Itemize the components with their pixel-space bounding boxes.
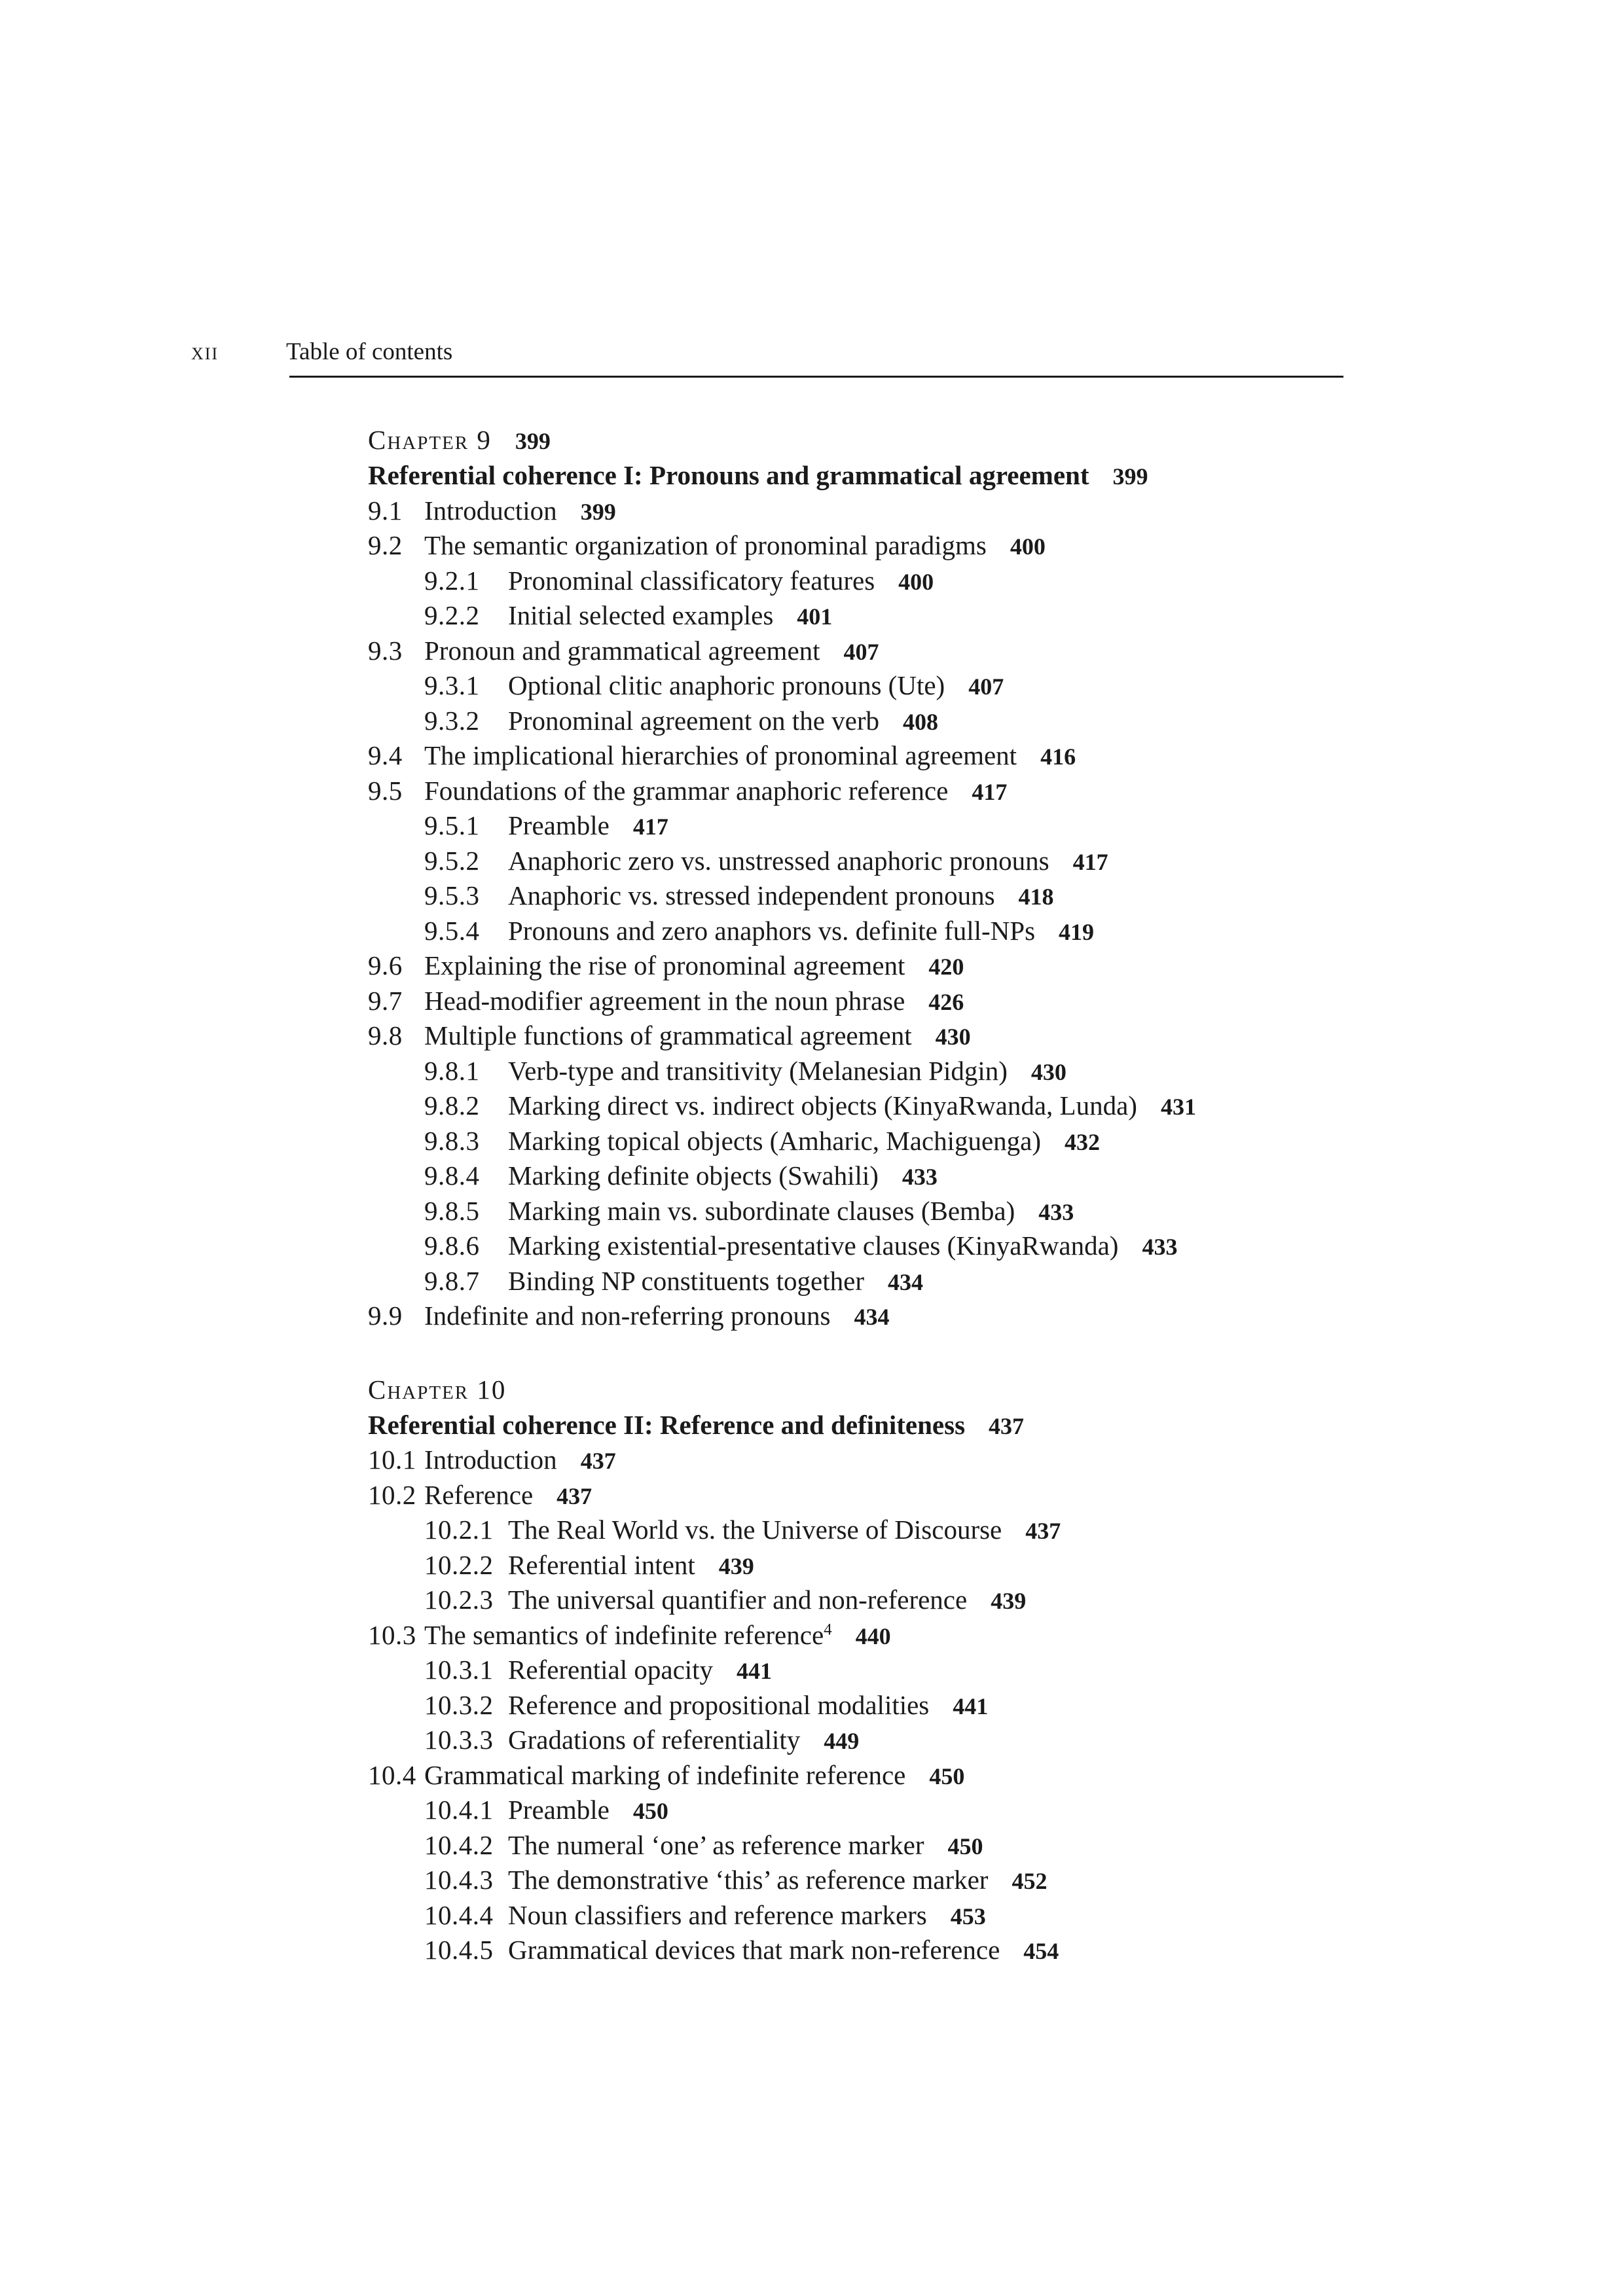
page-number: 433 (1142, 1234, 1178, 1260)
toc-entry (368, 1617, 891, 1653)
toc-subentry (424, 1228, 1177, 1263)
page-number: 400 (898, 569, 934, 595)
toc-entry (368, 633, 879, 668)
section-title: Anaphoric vs. stressed independent pronouns (508, 880, 995, 910)
section-number: 9.7 (368, 986, 403, 1016)
section-title: Marking topical objects (Amharic, Machiguenga) (508, 1126, 1042, 1156)
section-title: Optional clitic anaphoric pronouns (Ute) (508, 670, 945, 700)
toc-subentry (424, 1722, 859, 1757)
section-number: 10.2.2 (424, 1550, 494, 1580)
toc-subentry (424, 1897, 986, 1933)
section-title: The semantic organization of pronominal paradigms (424, 530, 987, 560)
toc-entry (368, 738, 1076, 773)
section-number: 10.4.1 (424, 1795, 494, 1825)
page-number: 441 (737, 1658, 773, 1684)
section-title: Noun classifiers and reference markers (508, 1900, 927, 1930)
section-title: Marking main vs. subordinate clauses (Bemba) (508, 1196, 1015, 1226)
section-number: 9.2.1 (424, 565, 480, 596)
section-title: Reference and propositional modalities (508, 1690, 930, 1720)
page-number: 401 (797, 603, 833, 630)
chapter-label: Chapter 9 (368, 425, 492, 455)
section-number: 9.5.3 (424, 880, 480, 910)
section-title: Pronominal classificatory features (508, 565, 875, 596)
section-title: Preamble (508, 810, 610, 840)
toc-subentry (424, 1932, 1059, 1967)
chapter-title: Referential coherence II: Reference and definiteness (368, 1410, 966, 1440)
section-number: 9.8.3 (424, 1126, 480, 1156)
page-number: 407 (843, 639, 879, 665)
section-number: 9.8 (368, 1020, 403, 1050)
page-number: 439 (991, 1588, 1027, 1614)
page-number: 418 (1018, 884, 1054, 910)
section-number: 9.1 (368, 495, 403, 526)
toc-subentry (424, 1053, 1067, 1088)
section-number: 9.8.6 (424, 1230, 480, 1261)
table-of-contents (368, 0, 1350, 2296)
toc-entry (368, 1477, 592, 1513)
section-number: 10.4.3 (424, 1865, 494, 1895)
chapter-9-title (368, 457, 1148, 493)
section-number: 9.5.4 (424, 916, 480, 946)
page-number: 450 (929, 1763, 965, 1789)
chapter-title: Referential coherence I: Pronouns and grammatical agreement (368, 460, 1089, 490)
page-number: 426 (928, 989, 964, 1015)
page-number: 437 (1025, 1518, 1061, 1544)
section-title: Initial selected examples (508, 600, 774, 630)
section-number: 9.9 (368, 1300, 403, 1331)
toc-entry (368, 493, 616, 528)
section-number: 9.8.5 (424, 1196, 480, 1226)
toc-entry (368, 773, 1007, 808)
page-number: 433 (902, 1164, 938, 1190)
page-number: 416 (1040, 744, 1076, 770)
section-title: Referential intent (508, 1550, 695, 1580)
section-title: Grammatical devices that mark non-reference (508, 1935, 1000, 1965)
section-number: 10.3 (368, 1620, 416, 1650)
toc-subentry (424, 1193, 1074, 1229)
toc-subentry (424, 1792, 668, 1827)
section-title: Binding NP constituents together (508, 1266, 864, 1296)
section-title: Grammatical marking of indefinite reference (424, 1760, 906, 1790)
page-number: 417 (1072, 849, 1108, 875)
section-title: Preamble (508, 1795, 610, 1825)
chapter-10-heading (368, 1372, 506, 1407)
toc-entry (368, 528, 1046, 563)
section-title: Pronouns and zero anaphors vs. definite full-NPs (508, 916, 1036, 946)
section-title: The universal quantifier and non-reference (508, 1585, 968, 1615)
section-number: 10.3.2 (424, 1690, 494, 1720)
page-number: 420 (928, 954, 964, 980)
page-number: 408 (903, 709, 938, 735)
toc-subentry (424, 1862, 1047, 1897)
toc-entry (368, 1298, 890, 1333)
page-number: 437 (556, 1483, 593, 1509)
toc-subentry (424, 668, 1004, 703)
section-number: 10.2 (368, 1480, 416, 1510)
section-number: 9.3 (368, 636, 403, 666)
section-number: 9.5.2 (424, 846, 480, 876)
toc-subentry (424, 1582, 1026, 1617)
page-number: 453 (950, 1903, 986, 1929)
section-number: 10.2.3 (424, 1585, 494, 1615)
toc-subentry (424, 703, 938, 738)
page-number: 434 (887, 1269, 923, 1295)
toc-entry (368, 1442, 616, 1477)
toc-subentry (424, 1088, 1196, 1123)
page-number: 450 (947, 1833, 983, 1859)
toc-subentry (424, 878, 1054, 913)
page-number: 432 (1065, 1129, 1101, 1155)
section-title: The Real World vs. the Universe of Discourse (508, 1515, 1002, 1545)
toc-subentry (424, 1827, 983, 1863)
section-title: Gradations of referentiality (508, 1725, 801, 1755)
section-title: Foundations of the grammar anaphoric reference (424, 776, 949, 806)
section-number: 9.4 (368, 740, 403, 770)
toc-subentry (424, 563, 934, 598)
page-number: 449 (824, 1728, 860, 1754)
section-number: 9.5 (368, 776, 403, 806)
section-number: 9.2.2 (424, 600, 480, 630)
section-number: 10.2.1 (424, 1515, 494, 1545)
running-title: Table of contents (286, 338, 453, 365)
section-title: Reference (424, 1480, 534, 1510)
page-number: 434 (854, 1304, 890, 1330)
toc-entry (368, 1757, 964, 1793)
toc-subentry (424, 1123, 1100, 1158)
toc-subentry (424, 1652, 772, 1687)
section-title: Verb-type and transitivity (Melanesian Pidgin) (508, 1056, 1008, 1086)
toc-subentry (424, 598, 832, 633)
page-number: 433 (1038, 1199, 1074, 1225)
section-title: The numeral ‘one’ as reference marker (508, 1830, 924, 1860)
section-title: Multiple functions of grammatical agreement (424, 1020, 912, 1050)
section-title: Introduction (424, 1444, 557, 1475)
toc-subentry (424, 1687, 988, 1723)
page-number: 399 (515, 428, 551, 454)
section-title: Head-modifier agreement in the noun phrase (424, 986, 905, 1016)
section-number: 9.8.2 (424, 1090, 480, 1121)
toc-entry (368, 948, 964, 983)
toc-entry (368, 983, 964, 1018)
section-number: 10.4.2 (424, 1830, 494, 1860)
section-title: Marking existential-presentative clauses (KinyaRwanda) (508, 1230, 1119, 1261)
page-number: 430 (935, 1024, 971, 1050)
page-number: 400 (1010, 533, 1046, 560)
page-number: 399 (1112, 463, 1148, 490)
section-title: The demonstrative ‘this’ as reference marker (508, 1865, 989, 1895)
page-number: 454 (1023, 1938, 1059, 1964)
footnote-marker: 4 (824, 1621, 832, 1639)
page-number: 437 (580, 1448, 616, 1474)
toc-entry (368, 1018, 971, 1053)
section-number: 9.8.4 (424, 1160, 480, 1191)
page-number: 399 (580, 499, 616, 525)
page-number: 437 (989, 1413, 1025, 1439)
page-number: 450 (632, 1798, 668, 1824)
page-folio: xii (191, 338, 219, 365)
chapter-label: Chapter 10 (368, 1374, 507, 1405)
section-title: The implicational hierarchies of pronominal agreement (424, 740, 1017, 770)
section-number: 9.3.2 (424, 706, 480, 736)
toc-subentry (424, 913, 1094, 948)
toc-subentry (424, 808, 668, 843)
page-number: 417 (632, 814, 668, 840)
page-number: 441 (953, 1693, 989, 1719)
toc-subentry (424, 843, 1108, 878)
page-number: 419 (1059, 919, 1095, 945)
page-number: 430 (1030, 1059, 1067, 1085)
section-number: 9.8.7 (424, 1266, 480, 1296)
section-number: 10.3.3 (424, 1725, 494, 1755)
section-title: Pronominal agreement on the verb (508, 706, 879, 736)
toc-subentry (424, 1158, 938, 1193)
section-number: 10.4.4 (424, 1900, 494, 1930)
section-title: Pronoun and grammatical agreement (424, 636, 820, 666)
toc-subentry (424, 1547, 754, 1583)
page-number: 439 (718, 1553, 754, 1579)
page-number: 452 (1012, 1868, 1048, 1894)
section-title: Introduction (424, 495, 557, 526)
section-number: 10.4 (368, 1760, 416, 1790)
section-number: 10.4.5 (424, 1935, 494, 1965)
section-title: Marking direct vs. indirect objects (KinyaRwanda, Lunda) (508, 1090, 1137, 1121)
section-number: 10.3.1 (424, 1655, 494, 1685)
page-number: 407 (968, 673, 1004, 700)
section-number: 9.6 (368, 950, 403, 980)
section-title: Indefinite and non-referring pronouns (424, 1300, 831, 1331)
section-number: 9.2 (368, 530, 403, 560)
section-number: 10.1 (368, 1444, 416, 1475)
toc-subentry (424, 1263, 923, 1299)
page-number: 431 (1160, 1094, 1196, 1120)
section-title: Marking definite objects (Swahili) (508, 1160, 879, 1191)
section-number: 9.5.1 (424, 810, 480, 840)
page-number: 417 (972, 779, 1008, 805)
section-title: Explaining the rise of pronominal agreement (424, 950, 905, 980)
section-number: 9.8.1 (424, 1056, 480, 1086)
section-title: The semantics of indefinite reference (424, 1620, 824, 1650)
section-title: Referential opacity (508, 1655, 714, 1685)
page-number: 440 (855, 1623, 891, 1649)
chapter-10-title (368, 1407, 1024, 1443)
section-title: Anaphoric zero vs. unstressed anaphoric pronouns (508, 846, 1049, 876)
chapter-9-heading (368, 422, 551, 457)
toc-subentry (424, 1512, 1061, 1547)
section-number: 9.3.1 (424, 670, 480, 700)
